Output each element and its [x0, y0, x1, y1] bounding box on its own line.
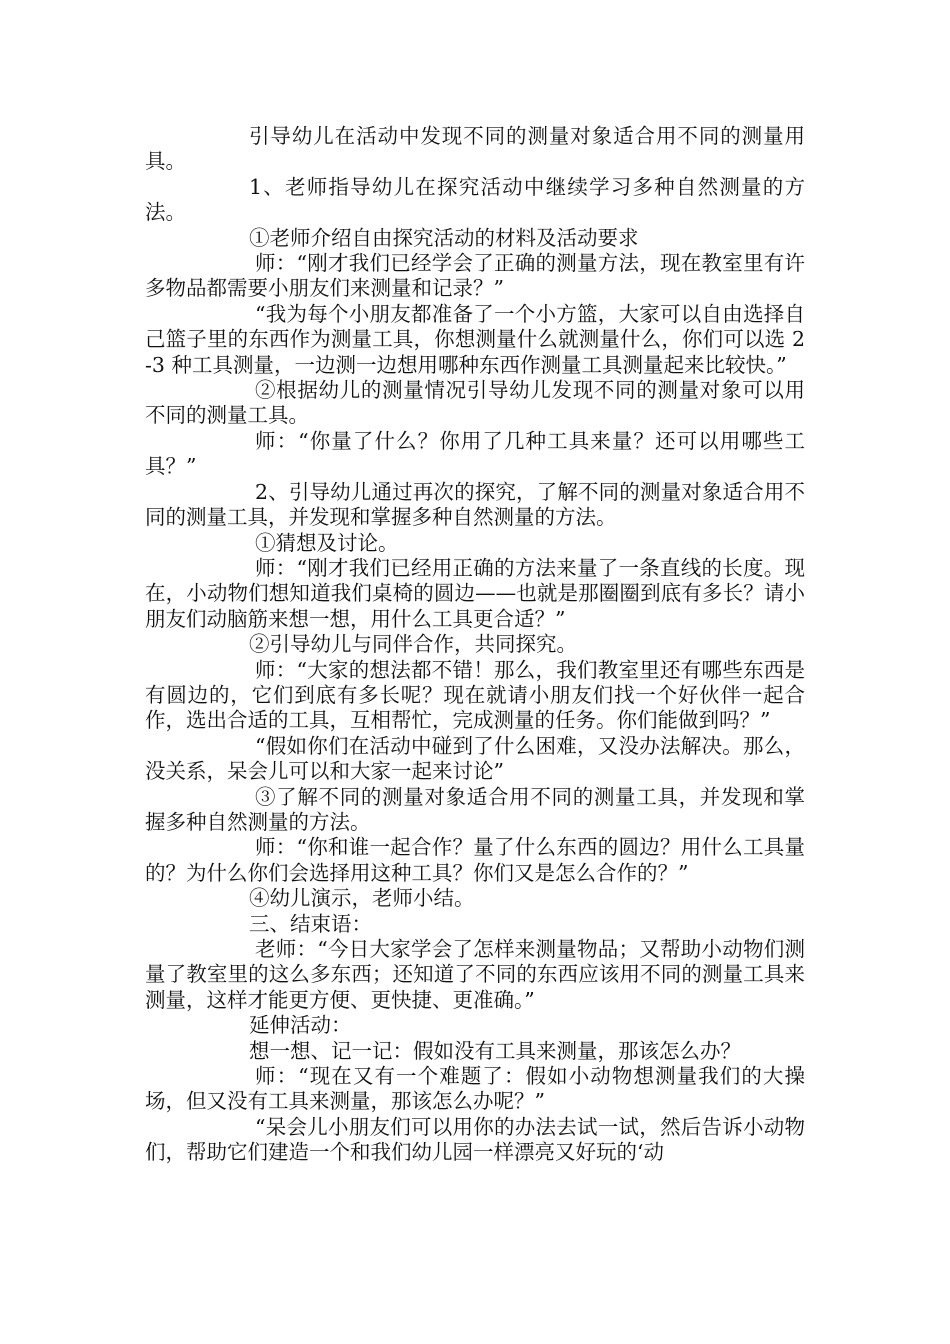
paragraph: 1、老师指导幼儿在探究活动中继续学习多种自然测量的方法。 — [145, 174, 805, 225]
paragraph: 想一想、记一记：假如没有工具来测量，那该怎么办？ — [249, 1038, 741, 1063]
paragraph: 2、引导幼儿通过再次的探究，了解不同的测量对象适合用不同的测量工具，并发现和掌握多种自然测量的方法。 — [145, 479, 805, 530]
paragraph: 师：“刚才我们已经学会了正确的测量方法，现在教室里有许多物品都需要小朋友们来测量和记录？” — [145, 251, 805, 301]
paragraph: ①老师介绍自由探究活动的材料及活动要求 — [249, 225, 639, 250]
paragraph: 引导幼儿在活动中发现不同的测量对象适合用不同的测量用具。 — [145, 124, 805, 174]
document-body — [145, 124, 805, 1166]
paragraph: “我为每个小朋友都准备了一个小方篮，大家可以自由选择自己篮子里的东西作为测量工具，你想测量什么就测量什么，你们可以选 2-3 种工具测量，一边测一边想用哪种东西作测量工具测量起来比较快。” — [145, 301, 805, 377]
section-heading: 延伸活动： — [249, 1013, 352, 1038]
paragraph: ②根据幼儿的测量情况引导幼儿发现不同的测量对象可以用不同的测量工具。 — [145, 378, 805, 428]
paragraph: “呆会儿小朋友们可以用你的办法去试一试，然后告诉小动物们，帮助它们建造一个和我们幼儿园一样漂亮又好玩的‘动 — [145, 1114, 805, 1165]
paragraph: 老师：“今日大家学会了怎样来测量物品；又帮助小动物们测量了教室里的这么多东西；还知道了不同的东西应该用不同的测量工具来测量，这样才能更方便、更快捷、更准确。” — [145, 937, 805, 1012]
paragraph: 师：“现在又有一个难题了：假如小动物想测量我们的大操场，但又没有工具来测量，那该怎么办呢？” — [145, 1064, 805, 1114]
paragraph: ④幼儿演示，老师小结。 — [249, 886, 475, 911]
section-heading: 三、结束语： — [249, 911, 372, 936]
paragraph: ②引导幼儿与同伴合作，共同探究。 — [249, 632, 577, 657]
paragraph: 师：“你和谁一起合作？量了什么东西的圆边？用什么工具量的？为什么你们会选择用这种工具？你们又是怎么合作的？” — [145, 835, 805, 885]
paragraph: 师：“大家的想法都不错！那么，我们教室里还有哪些东西是有圆边的，它们到底有多长呢？现在就请小朋友们找一个好伙伴一起合作，选出合适的工具，互相帮忙，完成测量的任务。你们能做到吗？” — [145, 657, 805, 733]
paragraph: “假如你们在活动中碰到了什么困难，又没办法解决。那么，没关系，呆会儿可以和大家一起来讨论” — [145, 733, 805, 784]
paragraph: ③了解不同的测量对象适合用不同的测量工具，并发现和掌握多种自然测量的方法。 — [145, 784, 805, 834]
paragraph: 师：“你量了什么？你用了几种工具来量？还可以用哪些工具？” — [145, 428, 805, 479]
paragraph: ①猜想及讨论。 — [255, 530, 399, 555]
paragraph: 师：“刚才我们已经用正确的方法来量了一条直线的长度。现在，小动物们想知道我们桌椅的圆边——也就是那圈圈到底有多长？请小朋友们动脑筋来想一想，用什么工具更合适？” — [145, 555, 805, 631]
